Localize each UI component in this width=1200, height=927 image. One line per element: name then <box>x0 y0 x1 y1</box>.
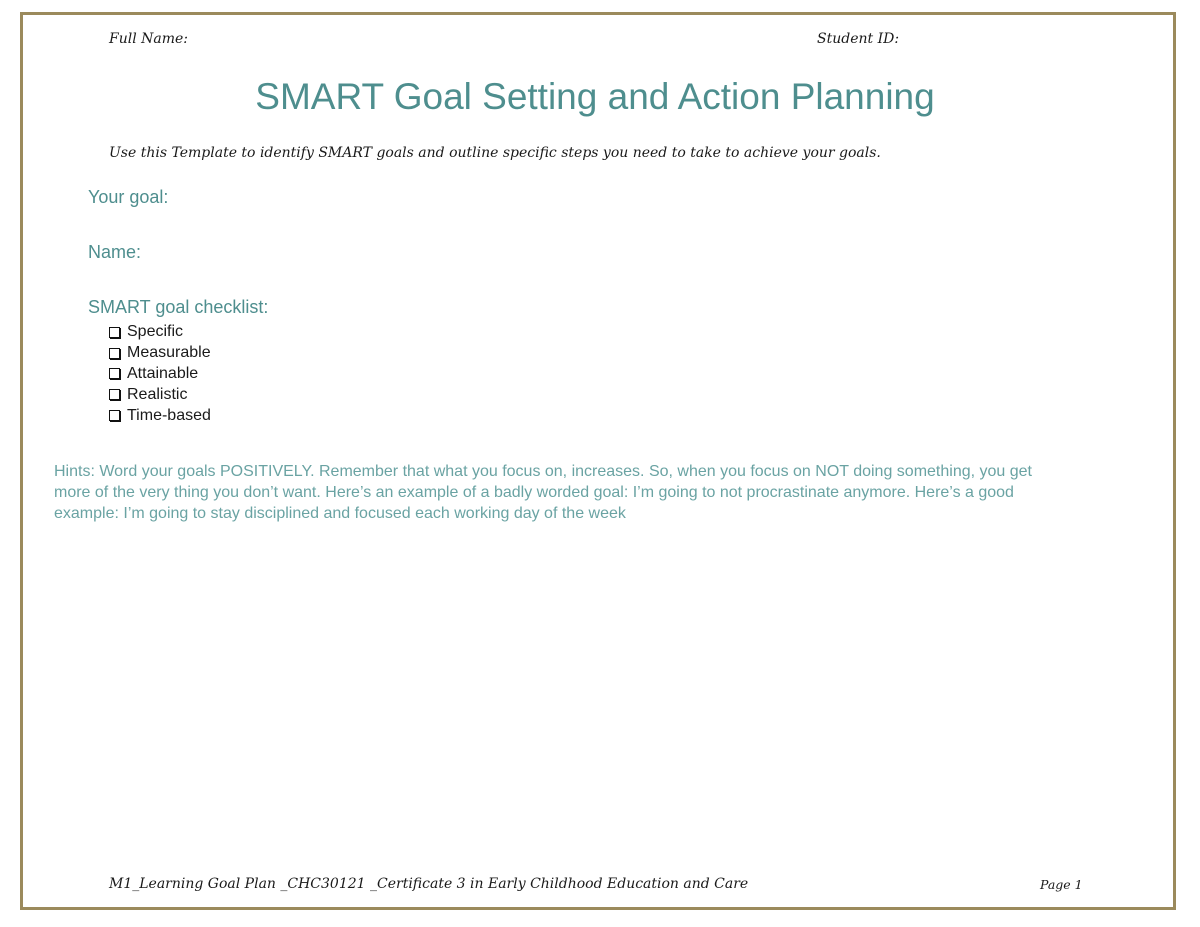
checklist-item-attainable <box>109 364 211 385</box>
full-name-label: Full Name: <box>109 31 189 47</box>
footer-page-number: Page 1 <box>1040 877 1083 892</box>
checklist-item-measurable <box>109 343 211 364</box>
your-goal-label: Your goal: <box>88 187 169 207</box>
hints-paragraph: Hints: Word your goals POSITIVELY. Remember that what you focus on, increases. So, when you focus on NOT doing something, you get more of the very thing you don’t want. Here’s an example of a badly worded goal: I’m going to not procrastinate anymore. Here’s a good example: I’m going to stay disciplined and focused each working day of the week <box>54 463 1032 522</box>
checkbox-icon[interactable] <box>109 348 120 359</box>
checklist-heading: SMART goal checklist: <box>88 297 269 317</box>
checklist-item-label: Time-based <box>127 406 211 424</box>
checkbox-icon[interactable] <box>109 389 120 400</box>
student-id-label: Student ID: <box>817 31 900 47</box>
checklist-item-time-based <box>109 405 211 426</box>
instructions-text: Use this Template to identify SMART goals and outline specific steps you need to take to achieve your goals. <box>109 145 881 161</box>
checkbox-icon[interactable] <box>109 368 120 379</box>
checklist-item-realistic <box>109 384 211 405</box>
checklist-item-label: Measurable <box>127 344 211 362</box>
checklist-item-specific <box>109 322 211 343</box>
checkbox-icon[interactable] <box>109 410 120 421</box>
checkbox-icon[interactable] <box>109 327 120 338</box>
smart-checklist <box>109 322 211 426</box>
page-title: SMART Goal Setting and Action Planning <box>255 76 935 117</box>
name-label: Name: <box>88 242 142 262</box>
checklist-item-label: Attainable <box>127 364 199 382</box>
footer-document-name: M1_Learning Goal Plan _CHC30121 _Certificate 3 in Early Childhood Education and Care <box>109 876 749 892</box>
checklist-item-label: Realistic <box>127 385 188 403</box>
checklist-item-label: Specific <box>127 323 184 341</box>
